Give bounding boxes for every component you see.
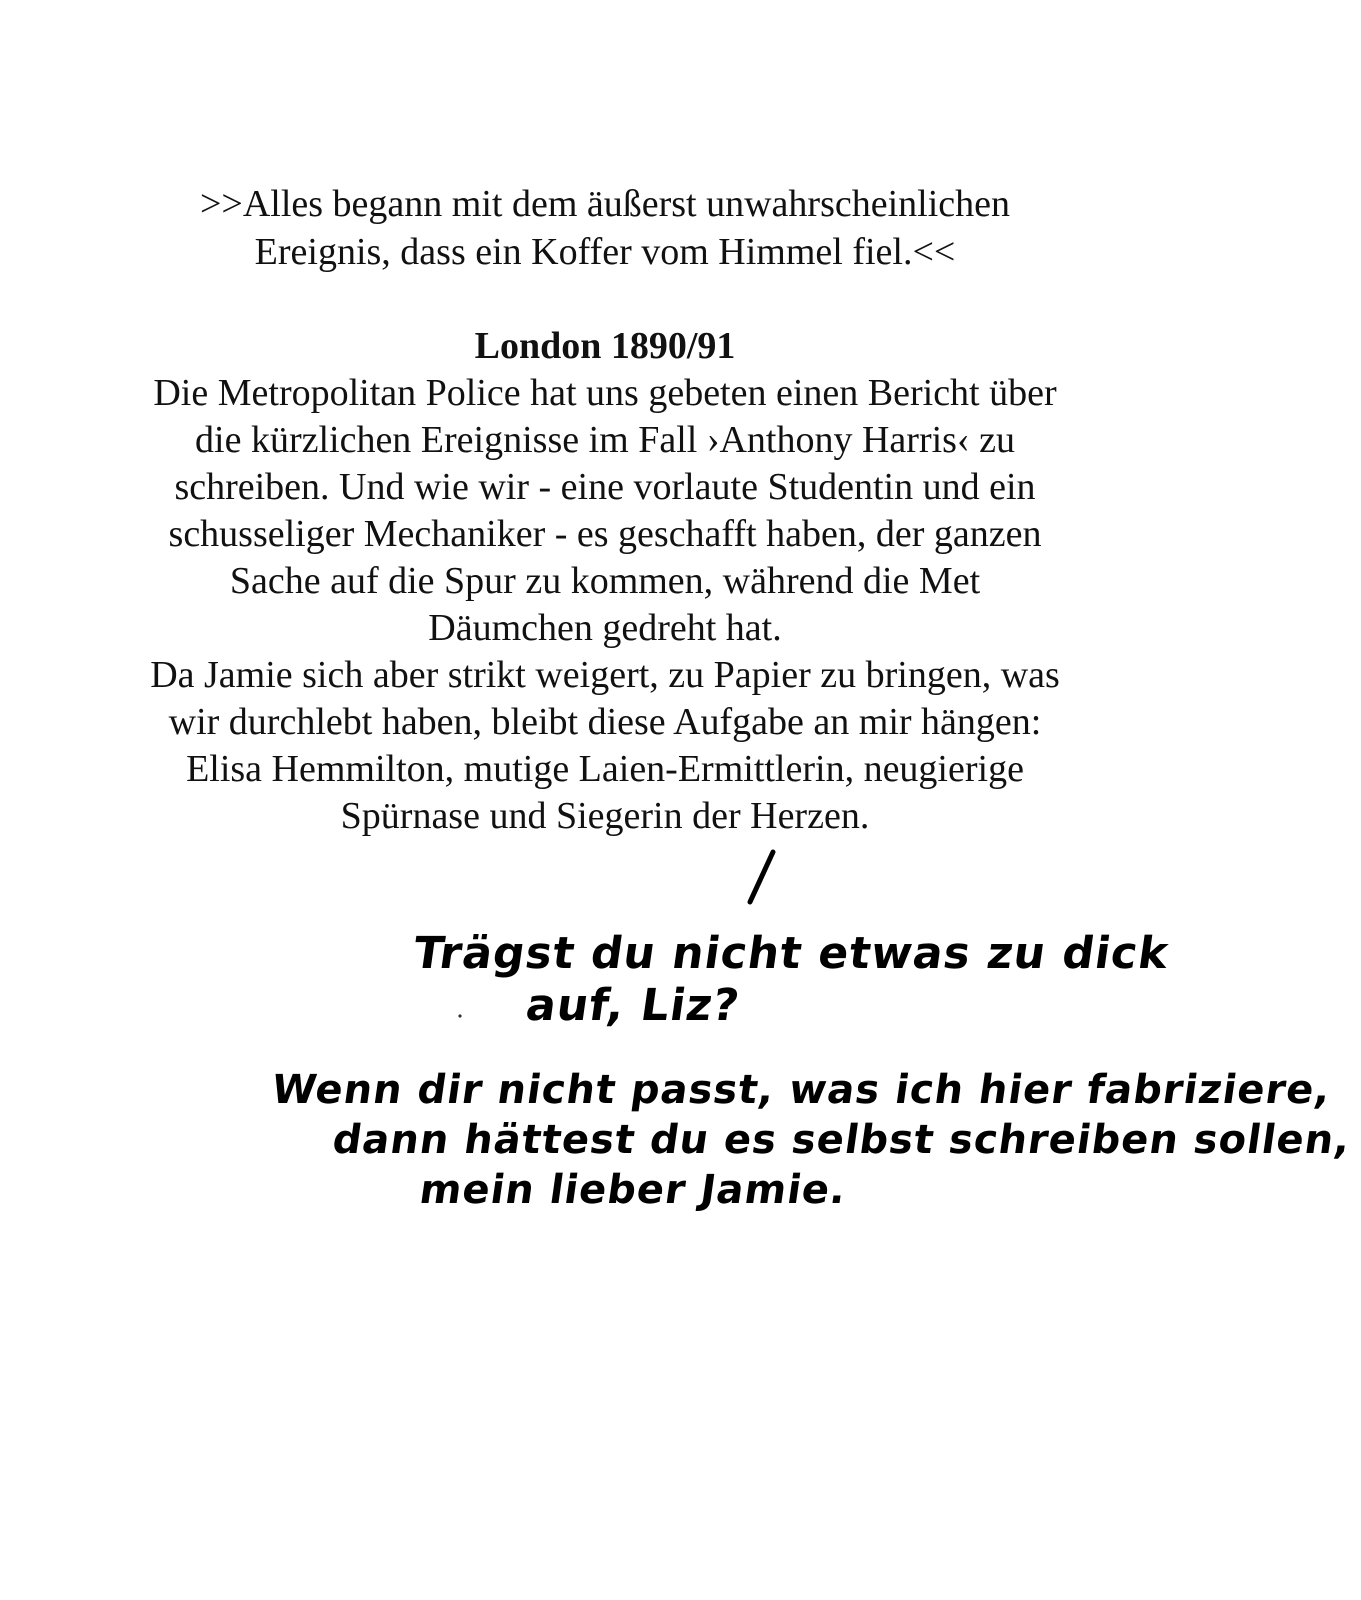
section-heading: London 1890/91	[474, 325, 736, 367]
body-line: schreiben. Und wie wir - eine vorlaute Studentin und ein	[174, 466, 1036, 508]
note-line: auf, Liz?	[522, 980, 744, 1031]
body-line: Elisa Hemmilton, mutige Laien-Ermittlerin, neugierige	[186, 748, 1024, 790]
note-line: mein lieber Jamie.	[416, 1167, 850, 1213]
body-line: Sache auf die Spur zu kommen, während die Met	[229, 560, 981, 602]
body-paragraph	[0, 370, 1210, 840]
body-line: Däumchen gedreht hat.	[428, 607, 782, 649]
note-line: Trägst du nicht etwas zu dick	[410, 928, 1173, 979]
tagline-line: >>Alles begann mit dem äußerst unwahrscheinlichen	[199, 183, 1011, 225]
handwritten-note-jamie	[403, 928, 1172, 1032]
note-line: Wenn dir nicht passt, was ich hier fabriziere,	[268, 1067, 1334, 1113]
body-line: Spürnase und Siegerin der Herzen.	[340, 795, 870, 837]
body-line: Die Metropolitan Police hat uns gebeten einen Bericht über	[153, 372, 1057, 414]
tagline-line: Ereignis, dass ein Koffer vom Himmel fiel.<<	[254, 231, 956, 273]
insertion-mark	[740, 848, 780, 908]
tagline-quote	[0, 180, 1210, 276]
body-line: schusseliger Mechaniker - es geschafft haben, der ganzen	[168, 513, 1042, 555]
handwritten-note-liz	[254, 1065, 1361, 1215]
note-line: dann hättest du es selbst schreiben sollen,	[329, 1117, 1354, 1163]
body-line: Da Jamie sich aber strikt weigert, zu Papier zu bringen, was	[150, 654, 1060, 696]
body-line: die kürzlichen Ereignisse im Fall ›Anthony Harris‹ zu	[195, 419, 1015, 461]
body-line: wir durchlebt haben, bleibt diese Aufgabe an mir hängen:	[168, 701, 1042, 743]
